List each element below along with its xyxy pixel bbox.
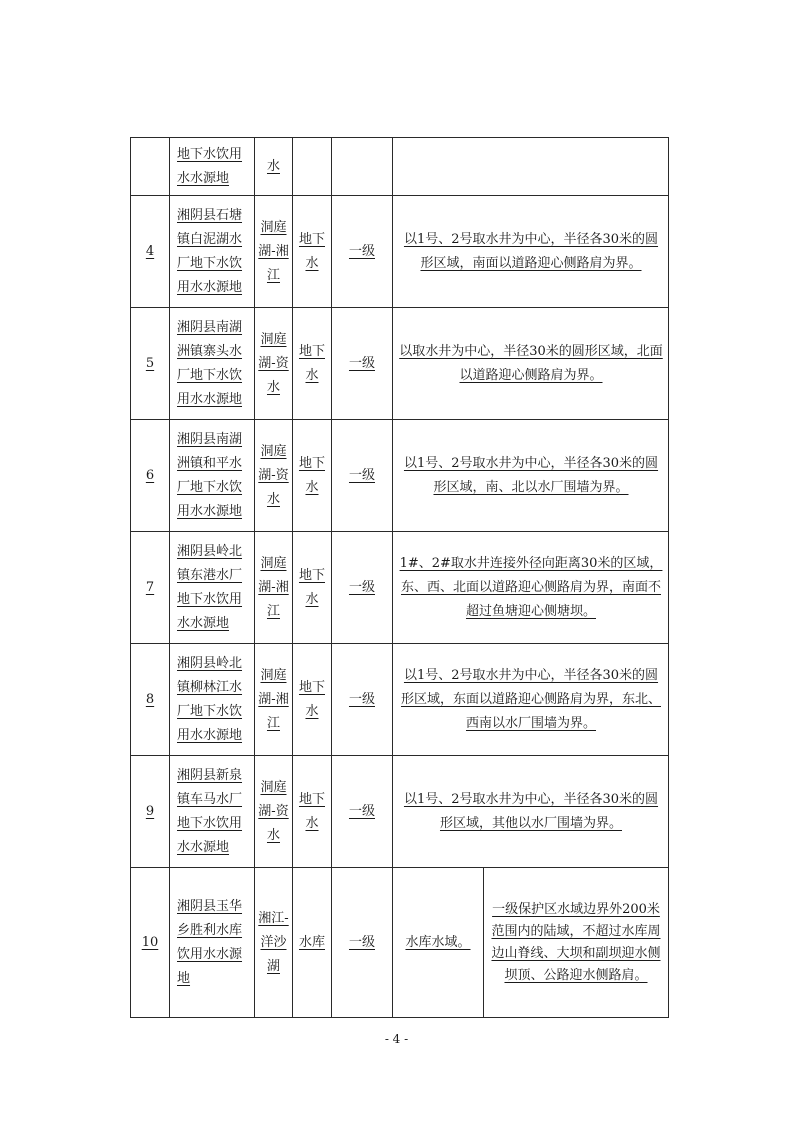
land-area-scope: 一级保护区水域边界外200米范围内的陆域，不超过水库周边山脊线、大坝和副坝迎水侧坝顶、公路迎水侧路肩。 <box>484 868 669 1018</box>
protection-scope: 1#、2#取水井连接外径向距离30米的区域，东、西、北面以道路迎心侧路肩为界，南面不超过鱼塘迎心侧塘坝。 <box>393 532 669 644</box>
table-row <box>131 138 669 196</box>
row-number: 6 <box>131 420 170 532</box>
source-name: 湘阴县岭北镇柳林江水厂地下水饮用水水源地 <box>170 644 255 756</box>
table-row <box>131 644 669 756</box>
protection-scope <box>393 138 669 196</box>
table-row <box>131 196 669 308</box>
water-system: 洞庭湖-湘江 <box>255 644 293 756</box>
table-row <box>131 420 669 532</box>
source-type: 地下水 <box>293 532 332 644</box>
water-system: 湘江-洋沙湖 <box>255 868 293 1018</box>
water-system: 洞庭湖-资水 <box>255 420 293 532</box>
protection-scope: 以1号、2号取水井为中心，半径各30米的圆形区域，其他以水厂围墙为界。 <box>393 756 669 868</box>
protection-scope: 以1号、2号取水井为中心，半径各30米的圆形区域，东面以道路迎心侧路肩为界，东北、西南以水厂围墙为界。 <box>393 644 669 756</box>
row-number: 10 <box>131 868 170 1018</box>
source-name: 湘阴县南湖洲镇寨头水厂地下水饮用水水源地 <box>170 308 255 420</box>
protection-level: 一级 <box>332 532 393 644</box>
row-number: 5 <box>131 308 170 420</box>
protection-level: 一级 <box>332 308 393 420</box>
page-number: - 4 - <box>384 1032 409 1046</box>
source-type: 地下水 <box>293 196 332 308</box>
source-name: 湘阴县玉华乡胜利水库饮用水水源地 <box>170 868 255 1018</box>
protection-scope: 以取水井为中心，半径30米的圆形区域，北面以道路迎心侧路肩为界。 <box>393 308 669 420</box>
source-type: 地下水 <box>293 308 332 420</box>
source-name: 湘阴县新泉镇车马水厂地下水饮用水水源地 <box>170 756 255 868</box>
water-system: 水 <box>255 138 293 196</box>
protection-level: 一级 <box>332 756 393 868</box>
source-name: 湘阴县石塘镇白泥湖水厂地下水饮用水水源地 <box>170 196 255 308</box>
table-row <box>131 532 669 644</box>
row-number: 9 <box>131 756 170 868</box>
source-type: 地下水 <box>293 644 332 756</box>
source-type: 地下水 <box>293 420 332 532</box>
protection-level <box>332 138 393 196</box>
protection-level: 一级 <box>332 868 393 1018</box>
water-system: 洞庭湖-湘江 <box>255 196 293 308</box>
source-name: 地下水饮用水水源地 <box>170 138 255 196</box>
source-name: 湘阴县南湖洲镇和平水厂地下水饮用水水源地 <box>170 420 255 532</box>
protection-level: 一级 <box>332 644 393 756</box>
source-type <box>293 138 332 196</box>
source-name: 湘阴县岭北镇东港水厂地下水饮用水水源地 <box>170 532 255 644</box>
row-number: 7 <box>131 532 170 644</box>
protection-level: 一级 <box>332 196 393 308</box>
row-number <box>131 138 170 196</box>
water-system: 洞庭湖-资水 <box>255 756 293 868</box>
table-row <box>131 308 669 420</box>
protection-scope: 以1号、2号取水井为中心，半径各30米的圆形区域，南面以道路迎心侧路肩为界。 <box>393 196 669 308</box>
source-type: 水库 <box>293 868 332 1018</box>
table-row <box>131 868 669 1018</box>
table-row <box>131 756 669 868</box>
protection-level: 一级 <box>332 420 393 532</box>
water-system: 洞庭湖-资水 <box>255 308 293 420</box>
protection-scope: 以1号、2号取水井为中心，半径各30米的圆形区域，南、北以水厂围墙为界。 <box>393 420 669 532</box>
source-type: 地下水 <box>293 756 332 868</box>
row-number: 4 <box>131 196 170 308</box>
row-number: 8 <box>131 644 170 756</box>
water-system: 洞庭湖-湘江 <box>255 532 293 644</box>
water-area-scope: 水库水域。 <box>393 868 484 1018</box>
water-source-table <box>130 137 669 1018</box>
